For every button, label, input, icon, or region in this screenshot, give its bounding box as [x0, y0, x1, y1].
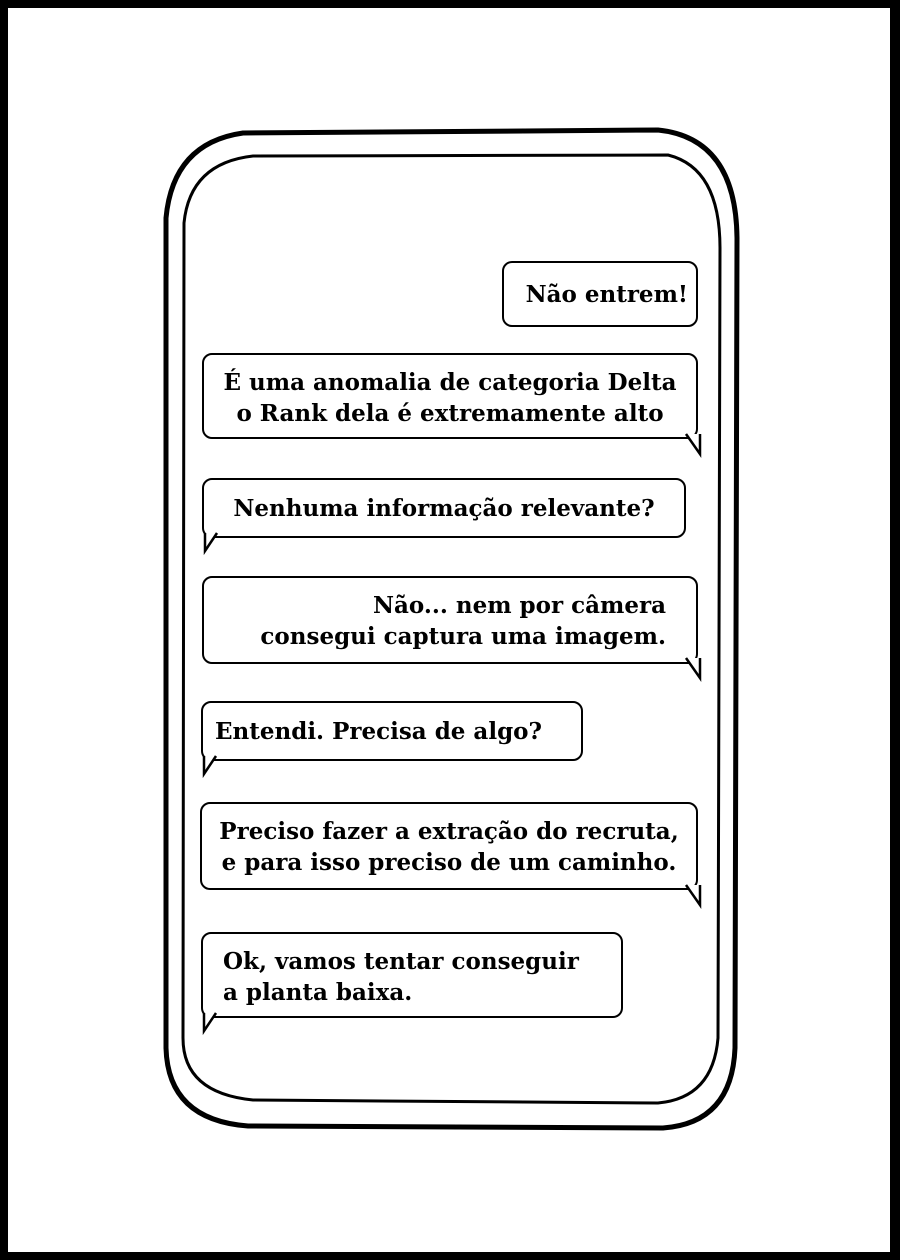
- bubble-tail: [684, 656, 704, 680]
- message-bubble-incoming: [201, 932, 623, 1018]
- message-text: Entendi. Precisa de algo?: [215, 718, 542, 745]
- message-text: consegui captura uma imagem.: [260, 623, 666, 650]
- bubble-tail: [202, 754, 222, 776]
- message-bubble-outgoing: [200, 802, 698, 890]
- message-bubble-outgoing: [202, 576, 698, 664]
- message-bubble-incoming: [201, 701, 583, 761]
- message-text: e para isso preciso de um caminho.: [221, 849, 677, 876]
- comic-panel: [8, 8, 890, 1252]
- message-text: Ok, vamos tentar conseguir: [223, 948, 579, 975]
- message-bubble-outgoing: [502, 261, 698, 327]
- message-text: Não... nem por câmera: [372, 592, 666, 619]
- bubble-tail: [203, 531, 223, 553]
- message-bubble-incoming: [202, 478, 686, 538]
- message-text: Não entrem!: [525, 281, 688, 308]
- message-text: Preciso fazer a extração do recruta,: [219, 818, 679, 845]
- bubble-tail: [684, 883, 704, 907]
- message-bubble-outgoing: [202, 353, 698, 439]
- message-text: Nenhuma informação relevante?: [233, 495, 655, 522]
- bubble-tail: [684, 432, 704, 456]
- message-text: É uma anomalia de categoria Delta: [223, 369, 677, 396]
- message-text: a planta baixa.: [223, 979, 413, 1006]
- message-text: o Rank dela é extremamente alto: [236, 400, 664, 427]
- bubble-tail: [202, 1011, 222, 1033]
